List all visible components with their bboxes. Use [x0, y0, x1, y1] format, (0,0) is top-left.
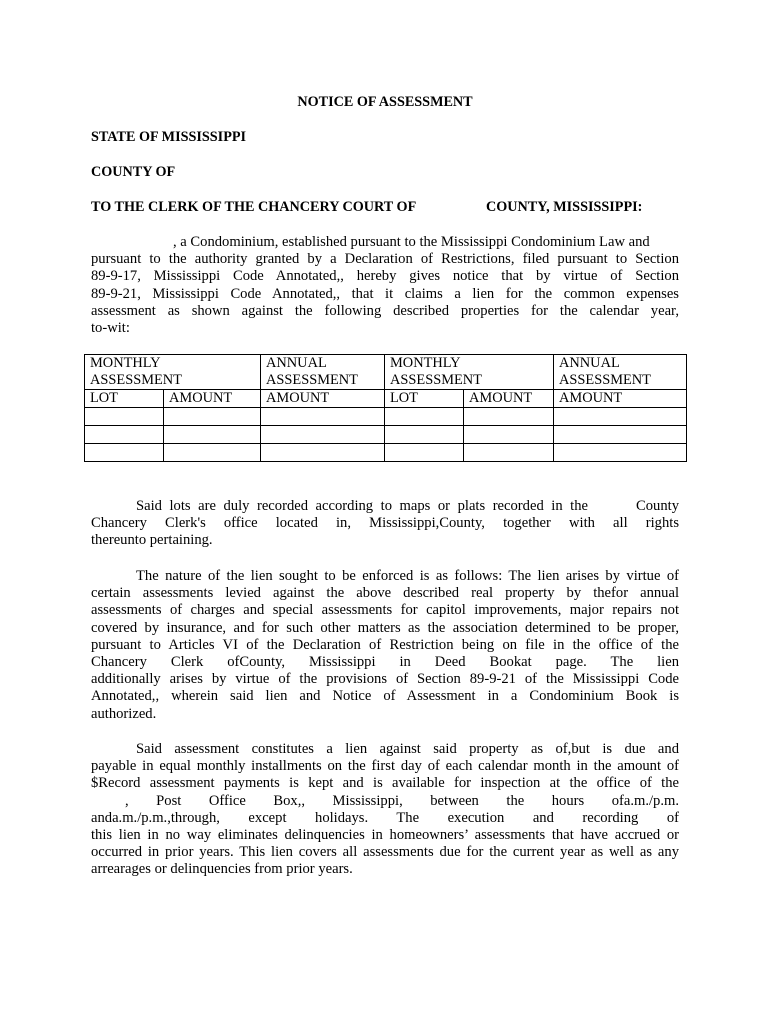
table-header-cell: LOT — [85, 390, 164, 408]
table-header-cell: AMOUNT — [554, 390, 687, 408]
payment-line: arrearages or delinquencies from prior years. — [91, 861, 353, 878]
table-cell[interactable] — [164, 408, 261, 426]
payment-line: this lien in no way eliminates delinquencies in homeowners’ assessments that have accrued or — [91, 826, 679, 843]
table-cell[interactable] — [261, 426, 385, 444]
page-title: NOTICE OF ASSESSMENT — [297, 94, 473, 110]
nature-paragraph — [91, 568, 679, 723]
clerk-heading-right: COUNTY, MISSISSIPPI: — [486, 199, 643, 215]
payment-line: payable in equal monthly installments on the first day of each calendar month in the amount of — [91, 758, 679, 775]
lots-line: Said lots are duly recorded according to maps or plats recorded in the County — [136, 498, 679, 514]
table-cell[interactable] — [554, 426, 687, 444]
table-header-cell: AMOUNT — [164, 390, 261, 408]
table-cell[interactable] — [85, 444, 164, 462]
table-cell[interactable] — [261, 444, 385, 462]
table-row — [85, 408, 687, 426]
assessment-table — [84, 354, 687, 462]
lots-line: thereunto pertaining. — [91, 532, 213, 549]
intro-line: assessment as shown against the following described properties for the calendar year, — [91, 302, 679, 319]
table-header-cell: MONTHLY ASSESSMENT — [385, 355, 554, 390]
clerk-heading-left: TO THE CLERK OF THE CHANCERY COURT OF — [91, 199, 417, 215]
table-cell[interactable] — [385, 444, 464, 462]
county-heading: COUNTY OF — [91, 164, 176, 180]
nature-line: Annotated,, wherein said lien and Notice of Assessment in a Condominium Book is — [91, 688, 679, 705]
table-cell[interactable] — [554, 408, 687, 426]
intro-paragraph — [91, 234, 679, 337]
payment-line: occurred in prior years. This lien covers all assessments due for the current year as well as any — [91, 844, 679, 861]
lots-line: Chancery Clerk's office located in, Mississippi,County, together with all rights — [91, 515, 680, 532]
nature-line: authorized. — [91, 705, 157, 722]
nature-line: pursuant to Articles VI of the Declaration of Restriction being on file in the office of the — [91, 636, 679, 653]
table-row — [85, 444, 687, 462]
table-row — [85, 426, 687, 444]
payment-line: Said assessment constitutes a lien against said property as of,but is due and — [136, 741, 679, 757]
nature-line: Chancery Clerk ofCounty, Mississippi in Deed Bookat page. The lien — [91, 653, 680, 670]
payment-line: $Record assessment payments is kept and is available for inspection at the office of the — [91, 775, 679, 792]
payment-paragraph — [91, 741, 679, 879]
intro-line: pursuant to the authority granted by a Declaration of Restrictions, filed pursuant to Section — [91, 251, 679, 268]
nature-line: covered by insurance, and for such other matters as the association determined to be proper, — [91, 619, 679, 636]
table-cell[interactable] — [85, 426, 164, 444]
lots-paragraph — [91, 498, 679, 550]
nature-line: certain assessments levied against the above described real property by thefor annual — [91, 585, 679, 602]
table-cell[interactable] — [85, 408, 164, 426]
table-cell[interactable] — [261, 408, 385, 426]
table-header-row — [85, 355, 687, 390]
intro-line: 89-9-17, Mississippi Code Annotated,, hereby gives notice that by virtue of Section — [91, 268, 679, 285]
table-header-cell: ANNUAL ASSESSMENT — [554, 355, 687, 390]
table-header-cell: MONTHLY ASSESSMENT — [85, 355, 261, 390]
intro-line: , a Condominium, established pursuant to the Mississippi Condominium Law and — [173, 234, 650, 250]
table-header-cell: AMOUNT — [261, 390, 385, 408]
table-header-cell: ANNUAL ASSESSMENT — [261, 355, 385, 390]
table-subheader-row — [85, 390, 687, 408]
table-header-cell: LOT — [385, 390, 464, 408]
table-cell[interactable] — [464, 444, 554, 462]
nature-line: additionally arises by virtue of the provisions of Section 89-9-21 of the Mississippi Code — [91, 671, 679, 688]
table-cell[interactable] — [164, 426, 261, 444]
payment-line: anda.m./p.m.,through, except holidays. The execution and recording of — [91, 809, 679, 826]
nature-line: The nature of the lien sought to be enforced is as follows: The lien arises by virtue of — [136, 568, 679, 584]
table-cell[interactable] — [554, 444, 687, 462]
clerk-heading — [91, 199, 643, 216]
intro-line: 89-9-21, Mississippi Code Annotated,, that it claims a lien for the common expenses — [91, 285, 679, 302]
intro-line: to-wit: — [91, 319, 130, 336]
table-cell[interactable] — [464, 408, 554, 426]
table-cell[interactable] — [385, 408, 464, 426]
table-header-cell: AMOUNT — [464, 390, 554, 408]
nature-line: assessments of charges and special assessments for capitol improvements, major repairs not — [91, 602, 679, 619]
table-cell[interactable] — [164, 444, 261, 462]
payment-line: , Post Office Box,, Mississippi, between the hours ofa.m./p.m. — [125, 792, 679, 809]
table-cell[interactable] — [385, 426, 464, 444]
table-cell[interactable] — [464, 426, 554, 444]
state-heading: STATE OF MISSISSIPPI — [91, 129, 247, 145]
